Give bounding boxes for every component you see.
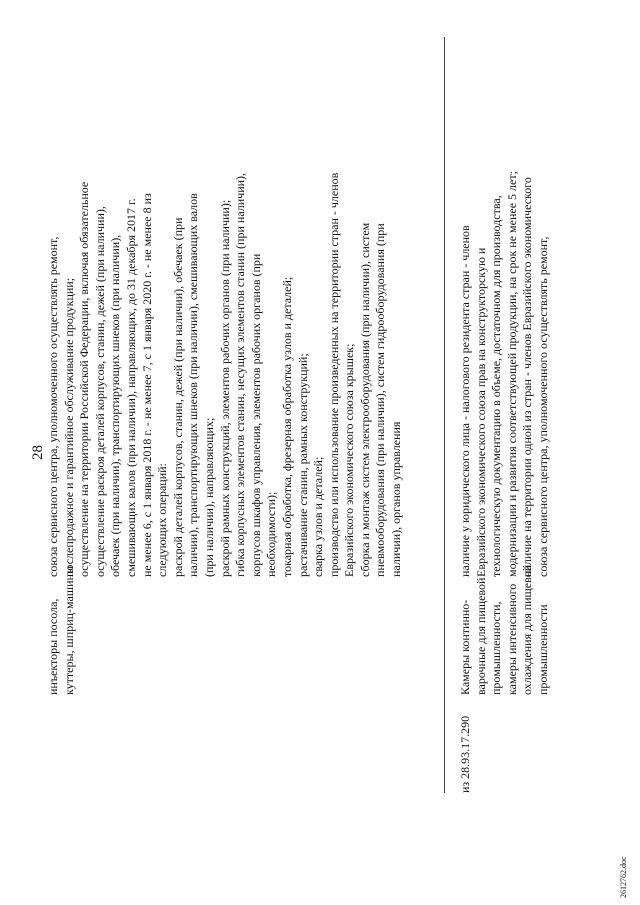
text-line: наличии), транспортирующих шнеков (при наличии), смешивающих валов bbox=[186, 193, 201, 577]
text-line: наличие на территории одной из стран - членов Евразийского экономического bbox=[520, 177, 535, 577]
text-line: послепродажное и гарантийное обслуживание продукции; bbox=[61, 277, 76, 577]
text-line: сварка узлов и деталей; bbox=[311, 456, 326, 577]
text-line: камеры интенсивного bbox=[504, 583, 519, 695]
text-line: модернизации и развития соответствующей продукции, на срок не менее 5 лет; bbox=[504, 171, 519, 577]
text-line: раскрой деталей корпусов, станин, дежей (при наличии), обечаек (при bbox=[170, 217, 185, 577]
text-line: инъекторы посола, bbox=[46, 598, 60, 695]
text-line: (при наличии), направляющих; bbox=[201, 417, 216, 577]
text-line: наличии), органов управления bbox=[389, 421, 404, 577]
text-line: наличие у юридического лица - налогового резидента стран - членов bbox=[458, 225, 472, 577]
text-line: варочные для пищевой bbox=[473, 577, 488, 695]
text-line: смешивающих валов (при наличии), направляющих, до 31 декабря 2017 г. bbox=[123, 198, 138, 577]
text-line: Евразийского экономического союза прав на конструкторскую и bbox=[473, 247, 488, 577]
text-line: куттеры, шприц-машины bbox=[61, 565, 76, 695]
text-line: токарная обработка, фрезерная обработка узлов и деталей; bbox=[279, 276, 294, 577]
text-line: производство или использование произведенных на территории стран - членов bbox=[326, 172, 341, 577]
text-line: пневмооборудования (при наличии), систем гидрооборудования (при bbox=[373, 223, 388, 577]
text-line: следующих операций: bbox=[155, 463, 170, 577]
text-line: союза сервисного центра, уполномоченного осуществлять ремонт, bbox=[46, 236, 60, 577]
row-divider bbox=[444, 37, 445, 793]
text-line: необходимости); bbox=[264, 491, 279, 577]
row-requirements bbox=[458, 33, 552, 577]
text-line: союза сервисного центра, уполномоченного осуществлять ремонт, bbox=[535, 236, 550, 577]
row-product-name bbox=[46, 565, 77, 695]
text-line: Камеры континно- bbox=[458, 599, 472, 695]
text-line: осуществление на территории Российской Федерации, включая обязательное bbox=[77, 181, 92, 577]
row-code: из 28.93.17.290 bbox=[458, 715, 472, 793]
text-line: промышленности bbox=[535, 604, 550, 695]
text-line: технологическую документацию в объеме, достаточном для производства, bbox=[489, 195, 504, 577]
page-number: 28 bbox=[30, 445, 46, 460]
text-line: растачивание станин, рамных конструкций; bbox=[295, 353, 310, 577]
text-line: корпусов шкафов управления, элементов рабочих органов (при bbox=[248, 253, 263, 577]
text-line: осуществление раскроя деталей корпусов, станин, дежей (при наличии), bbox=[92, 206, 107, 577]
text-line: сборка и монтаж систем электрооборудования (при наличии), систем bbox=[357, 222, 372, 577]
text-line: не менее 6, с 1 января 2018 г. - не менее 7, с 1 января 2020 г. - не менее 8 из bbox=[139, 193, 154, 577]
row-requirements bbox=[46, 33, 405, 577]
text-line: Евразийского экономического союза крышек; bbox=[342, 343, 357, 577]
text-line: промышленности, bbox=[489, 601, 504, 695]
text-line: охлаждения для пищевой bbox=[520, 564, 535, 695]
text-line: гибка корпусных элементов станин, несущих элементов станин (при наличии), bbox=[233, 172, 248, 577]
file-stamp: 2612762.doc bbox=[619, 856, 628, 898]
text-line: обечаек (при наличии), транспортирующих шнеков (при наличии), bbox=[108, 234, 123, 577]
text-line: раскрой рамных конструкций, элементов рабочих органов (при наличии); bbox=[217, 199, 232, 577]
row-product-name bbox=[458, 564, 552, 695]
